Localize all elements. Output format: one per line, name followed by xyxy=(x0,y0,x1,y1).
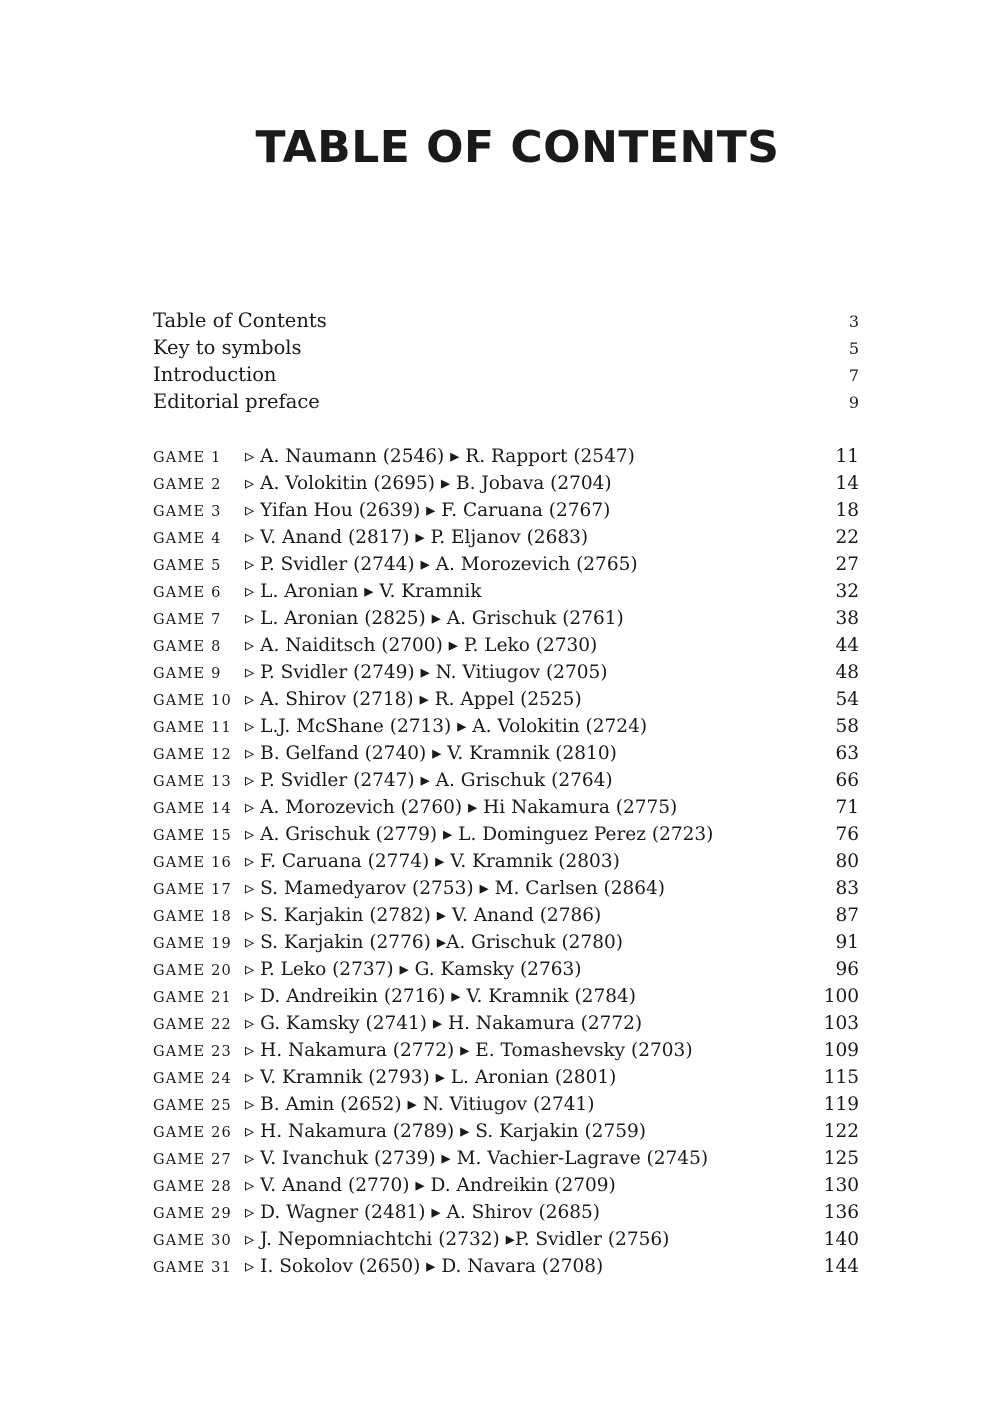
game-number: GAME 14 xyxy=(153,801,232,817)
game-players: ▹ H. Nakamura (2789) ▸ S. Karjakin (2759) xyxy=(245,1121,646,1142)
game-page: 130 xyxy=(823,1175,859,1196)
game-players: ▹ F. Caruana (2774) ▸ V. Kramnik (2803) xyxy=(245,851,620,872)
game-page: 96 xyxy=(835,959,859,980)
game-page: 136 xyxy=(823,1202,859,1223)
game-number: GAME 27 xyxy=(153,1152,232,1168)
toc-game-entry[interactable] xyxy=(153,902,859,929)
game-number: GAME 12 xyxy=(153,747,232,763)
game-number: GAME 20 xyxy=(153,963,232,979)
game-page: 44 xyxy=(835,635,859,656)
game-page: 14 xyxy=(835,473,859,494)
game-number: GAME 26 xyxy=(153,1125,232,1141)
game-players: ▹ L.J. McShane (2713) ▸ A. Volokitin (2724) xyxy=(245,716,648,737)
game-page: 66 xyxy=(835,770,859,791)
toc-entry-page: 5 xyxy=(848,339,859,358)
game-number: GAME 22 xyxy=(153,1017,232,1033)
game-page: 125 xyxy=(823,1148,859,1169)
toc-game-entry[interactable] xyxy=(153,1010,859,1037)
game-number: GAME 3 xyxy=(153,504,222,520)
toc-game-entry[interactable] xyxy=(153,1145,859,1172)
game-number: GAME 15 xyxy=(153,828,232,844)
toc-game-entry[interactable] xyxy=(153,1037,859,1064)
toc-entry-table-of-contents[interactable] xyxy=(153,307,859,334)
toc-entry-page: 3 xyxy=(848,312,859,331)
game-players: ▹ D. Andreikin (2716) ▸ V. Kramnik (2784) xyxy=(245,986,636,1007)
toc-game-entry[interactable] xyxy=(153,578,859,605)
game-number: GAME 4 xyxy=(153,531,222,547)
game-players: ▹ Yifan Hou (2639) ▸ F. Caruana (2767) xyxy=(245,500,611,521)
toc-game-entry[interactable] xyxy=(153,983,859,1010)
game-number: GAME 30 xyxy=(153,1233,232,1249)
toc-game-entry[interactable] xyxy=(153,1118,859,1145)
game-page: 11 xyxy=(835,446,859,467)
toc-entry-label: Editorial preface xyxy=(153,390,320,413)
game-page: 27 xyxy=(835,554,859,575)
game-players: ▹ V. Kramnik (2793) ▸ L. Aronian (2801) xyxy=(245,1067,617,1088)
games-list xyxy=(153,443,859,1280)
toc-game-entry[interactable] xyxy=(153,551,859,578)
toc-game-entry[interactable] xyxy=(153,443,859,470)
game-number: GAME 9 xyxy=(153,666,222,682)
game-players: ▹ V. Ivanchuk (2739) ▸ M. Vachier-Lagrave (2745) xyxy=(245,1148,709,1169)
toc-game-entry[interactable] xyxy=(153,767,859,794)
game-players: ▹ S. Karjakin (2782) ▸ V. Anand (2786) xyxy=(245,905,602,926)
toc-entry-label: Table of Contents xyxy=(153,309,327,332)
game-page: 71 xyxy=(835,797,859,818)
game-number: GAME 10 xyxy=(153,693,232,709)
toc-entry-page: 7 xyxy=(848,366,859,385)
toc-game-entry[interactable] xyxy=(153,821,859,848)
game-page: 140 xyxy=(823,1229,859,1250)
toc-entry-key-to-symbols[interactable] xyxy=(153,334,859,361)
game-players: ▹ L. Aronian (2825) ▸ A. Grischuk (2761) xyxy=(245,608,624,629)
game-players: ▹ L. Aronian ▸ V. Kramnik xyxy=(245,581,482,602)
game-players: ▹ P. Svidler (2744) ▸ A. Morozevich (2765) xyxy=(245,554,638,575)
toc-game-entry[interactable] xyxy=(153,686,859,713)
toc-entry-introduction[interactable] xyxy=(153,361,859,388)
game-page: 87 xyxy=(835,905,859,926)
game-page: 83 xyxy=(835,878,859,899)
game-players: ▹ V. Anand (2770) ▸ D. Andreikin (2709) xyxy=(245,1175,616,1196)
toc-game-entry[interactable] xyxy=(153,794,859,821)
game-players: ▹ S. Karjakin (2776) ▸A. Grischuk (2780) xyxy=(245,932,623,953)
game-number: GAME 11 xyxy=(153,720,232,736)
game-players: ▹ P. Leko (2737) ▸ G. Kamsky (2763) xyxy=(245,959,582,980)
game-players: ▹ B. Gelfand (2740) ▸ V. Kramnik (2810) xyxy=(245,743,617,764)
game-page: 18 xyxy=(835,500,859,521)
game-number: GAME 5 xyxy=(153,558,222,574)
toc-game-entry[interactable] xyxy=(153,470,859,497)
game-number: GAME 21 xyxy=(153,990,232,1006)
game-players: ▹ A. Grischuk (2779) ▸ L. Dominguez Perez (2723) xyxy=(245,824,714,845)
game-players: ▹ I. Sokolov (2650) ▸ D. Navara (2708) xyxy=(245,1256,604,1277)
game-page: 109 xyxy=(823,1040,859,1061)
toc-game-entry[interactable] xyxy=(153,1253,859,1280)
toc-game-entry[interactable] xyxy=(153,1064,859,1091)
game-players: ▹ P. Svidler (2747) ▸ A. Grischuk (2764) xyxy=(245,770,613,791)
game-page: 22 xyxy=(835,527,859,548)
toc-entry-label: Introduction xyxy=(153,363,277,386)
game-players: ▹ B. Amin (2652) ▸ N. Vitiugov (2741) xyxy=(245,1094,595,1115)
game-page: 91 xyxy=(835,932,859,953)
game-page: 122 xyxy=(823,1121,859,1142)
game-number: GAME 6 xyxy=(153,585,222,601)
game-number: GAME 23 xyxy=(153,1044,232,1060)
game-number: GAME 31 xyxy=(153,1260,232,1276)
game-number: GAME 28 xyxy=(153,1179,232,1195)
toc-entry-editorial-preface[interactable] xyxy=(153,388,859,415)
toc-game-entry[interactable] xyxy=(153,929,859,956)
game-number: GAME 25 xyxy=(153,1098,232,1114)
toc-game-entry[interactable] xyxy=(153,524,859,551)
game-players: ▹ A. Shirov (2718) ▸ R. Appel (2525) xyxy=(245,689,582,710)
game-number: GAME 16 xyxy=(153,855,232,871)
toc-game-entry[interactable] xyxy=(153,1172,859,1199)
game-number: GAME 13 xyxy=(153,774,232,790)
game-players: ▹ D. Wagner (2481) ▸ A. Shirov (2685) xyxy=(245,1202,600,1223)
toc-entry-label: Key to symbols xyxy=(153,336,302,359)
game-number: GAME 18 xyxy=(153,909,232,925)
toc-game-entry[interactable] xyxy=(153,875,859,902)
front-matter-list xyxy=(153,307,859,415)
game-page: 32 xyxy=(835,581,859,602)
game-page: 76 xyxy=(835,824,859,845)
toc-game-entry[interactable] xyxy=(153,713,859,740)
game-players: ▹ J. Nepomniachtchi (2732) ▸P. Svidler (2756) xyxy=(245,1229,670,1250)
game-page: 58 xyxy=(835,716,859,737)
game-number: GAME 24 xyxy=(153,1071,232,1087)
game-number: GAME 1 xyxy=(153,450,222,466)
game-number: GAME 19 xyxy=(153,936,232,952)
game-page: 54 xyxy=(835,689,859,710)
game-players: ▹ G. Kamsky (2741) ▸ H. Nakamura (2772) xyxy=(245,1013,643,1034)
page-title: TABLE OF CONTENTS xyxy=(255,122,780,173)
game-page: 115 xyxy=(823,1067,859,1088)
game-players: ▹ V. Anand (2817) ▸ P. Eljanov (2683) xyxy=(245,527,589,548)
toc-game-entry[interactable] xyxy=(153,740,859,767)
game-page: 100 xyxy=(823,986,859,1007)
game-players: ▹ A. Naumann (2546) ▸ R. Rapport (2547) xyxy=(245,446,635,467)
game-number: GAME 29 xyxy=(153,1206,232,1222)
game-page: 144 xyxy=(823,1256,859,1277)
toc-game-entry[interactable] xyxy=(153,497,859,524)
game-number: GAME 8 xyxy=(153,639,222,655)
game-page: 48 xyxy=(835,662,859,683)
toc-game-entry[interactable] xyxy=(153,659,859,686)
toc-game-entry[interactable] xyxy=(153,632,859,659)
game-players: ▹ P. Svidler (2749) ▸ N. Vitiugov (2705) xyxy=(245,662,608,683)
game-number: GAME 2 xyxy=(153,477,222,493)
game-page: 38 xyxy=(835,608,859,629)
game-number: GAME 17 xyxy=(153,882,232,898)
toc-game-entry[interactable] xyxy=(153,605,859,632)
toc-game-entry[interactable] xyxy=(153,1199,859,1226)
toc-game-entry[interactable] xyxy=(153,956,859,983)
game-players: ▹ A. Naiditsch (2700) ▸ P. Leko (2730) xyxy=(245,635,598,656)
game-page: 80 xyxy=(835,851,859,872)
toc-game-entry[interactable] xyxy=(153,1091,859,1118)
game-page: 119 xyxy=(823,1094,859,1115)
game-players: ▹ S. Mamedyarov (2753) ▸ M. Carlsen (2864) xyxy=(245,878,666,899)
toc-game-entry[interactable] xyxy=(153,848,859,875)
game-players: ▹ A. Volokitin (2695) ▸ B. Jobava (2704) xyxy=(245,473,612,494)
toc-entry-page: 9 xyxy=(848,393,859,412)
game-page: 63 xyxy=(835,743,859,764)
toc-game-entry[interactable] xyxy=(153,1226,859,1253)
game-players: ▹ A. Morozevich (2760) ▸ Hi Nakamura (2775) xyxy=(245,797,678,818)
game-page: 103 xyxy=(823,1013,859,1034)
game-number: GAME 7 xyxy=(153,612,222,628)
game-players: ▹ H. Nakamura (2772) ▸ E. Tomashevsky (2703) xyxy=(245,1040,693,1061)
